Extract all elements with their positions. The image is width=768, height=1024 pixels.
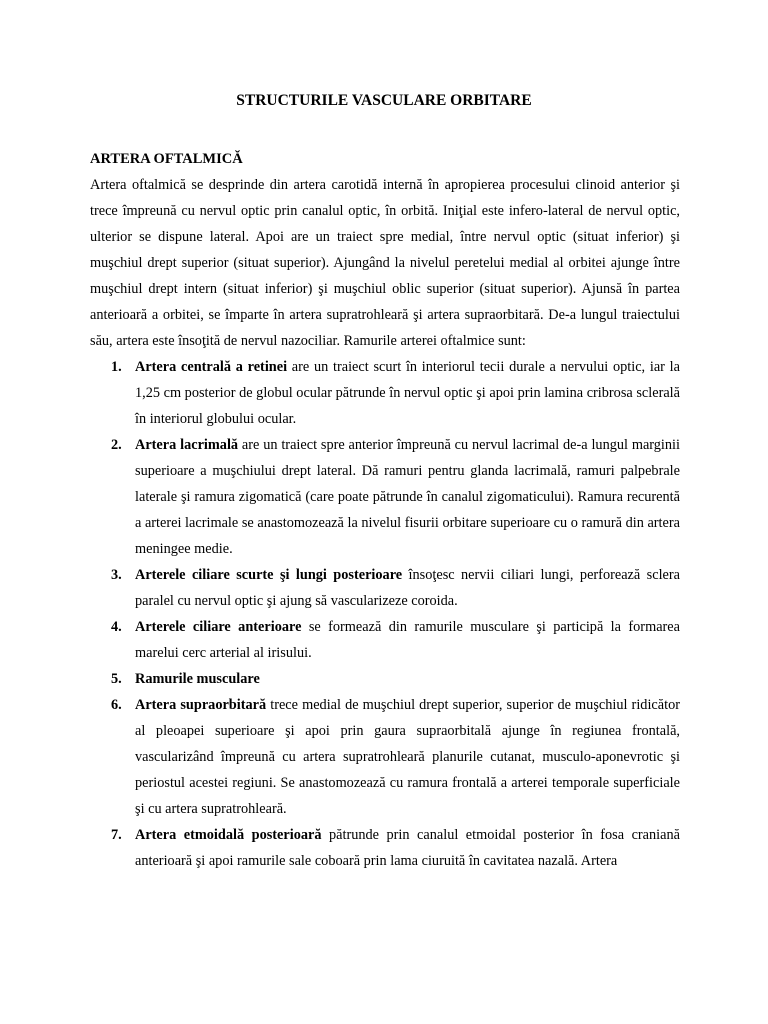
list-number: 1. — [111, 359, 122, 375]
list-text: însoţesc nervii ciliari lungi, perforează sclera paralel cu nervul optic şi ajung să vascularizeze coroida. — [135, 567, 680, 609]
list-term: Artera centrală a retinei — [135, 359, 288, 375]
list-term: Artera supraorbitară — [135, 697, 267, 713]
list-text: pătrunde prin canalul etmoidal posterior în fosa craniană anterioară şi apoi ramurile sale coboară prin lama ciuruită în cavitatea nazală. Artera — [135, 827, 680, 869]
list-item — [90, 614, 680, 666]
branches-list — [90, 354, 680, 874]
document-body — [90, 146, 680, 874]
document-title: STRUCTURILE VASCULARE ORBITARE — [236, 92, 532, 109]
list-text: are un traiect spre anterior împreună cu nervul lacrimal de-a lungul marginii superioare a muşchiului drept lateral. Dă ramuri pentru glanda lacrimală, ramuri palpebrale laterale şi ramura zigomatică (care poate pătrunde în canalul zigomaticului). Ramura recurentă a arterei lacrimale se anastomozează la nivelul fisurii orbitare superioare cu o ramură din artera meningee medie. — [135, 437, 680, 557]
list-item — [90, 562, 680, 614]
list-term: Arterele ciliare anterioare — [135, 619, 302, 635]
list-term: Artera lacrimală — [135, 437, 239, 453]
list-number: 3. — [111, 567, 122, 583]
list-text: are un traiect scurt în interiorul tecii durale a nervului optic, iar la 1,25 cm posterior de globul ocular pătrunde în nervul optic şi apoi prin lamina cribrosa sclerală în interiorul globului ocular. — [135, 359, 680, 427]
list-number: 5. — [111, 671, 122, 687]
list-item — [90, 692, 680, 822]
list-item — [90, 822, 680, 874]
list-text: se formează din ramurile musculare şi participă la formarea marelui cerc arterial al irisului. — [135, 619, 680, 661]
list-term: Ramurile musculare — [135, 671, 260, 687]
list-number: 6. — [111, 697, 122, 713]
list-number: 2. — [111, 437, 122, 453]
list-item — [90, 666, 680, 692]
list-term: Arterele ciliare scurte şi lungi posterioare — [135, 567, 403, 583]
list-text: trece medial de muşchiul drept superior, superior de muşchiul ridicător al pleoapei superioare şi apoi prin gaura supraorbitală ajunge în regiunea frontală, vascularizând împreună cu artera supratrohleară planurile cutanat, musculo-aponevrotic şi periostul acestei regiuni. Se anastomozează cu ramura frontală a arterei temporale superficiale şi cu artera supratrohleară. — [135, 697, 680, 817]
intro-paragraph: Artera oftalmică se desprinde din artera carotidă internă în apropierea procesului clinoid anterior şi trece împreună cu nervul optic prin canalul optic, în orbită. Iniţial este infero-lateral de nervul optic, ulterior se dispune lateral. Apoi are un traiect spre medial, între nervul optic (situat inferior) şi muşchiul drept superior (situat superior). Ajungând la nivelul peretelui medial al orbitei ajunge între muşchiul drept intern (situat inferior) şi muşchiul oblic superior (situat superior). Ajunsă în partea anterioară a orbitei, se împarte în artera supratrohleară şi artera supraorbitară. De-a lungul traiectului său, artera este însoţită de nervul nazociliar. Ramurile arterei oftalmice sunt: — [90, 177, 680, 349]
list-term: Artera etmoidală posterioară — [135, 827, 322, 843]
section-heading: ARTERA OFTALMICĂ — [90, 151, 243, 167]
list-number: 4. — [111, 619, 122, 635]
list-item — [90, 432, 680, 562]
list-item — [90, 354, 680, 432]
list-number: 7. — [111, 827, 122, 843]
